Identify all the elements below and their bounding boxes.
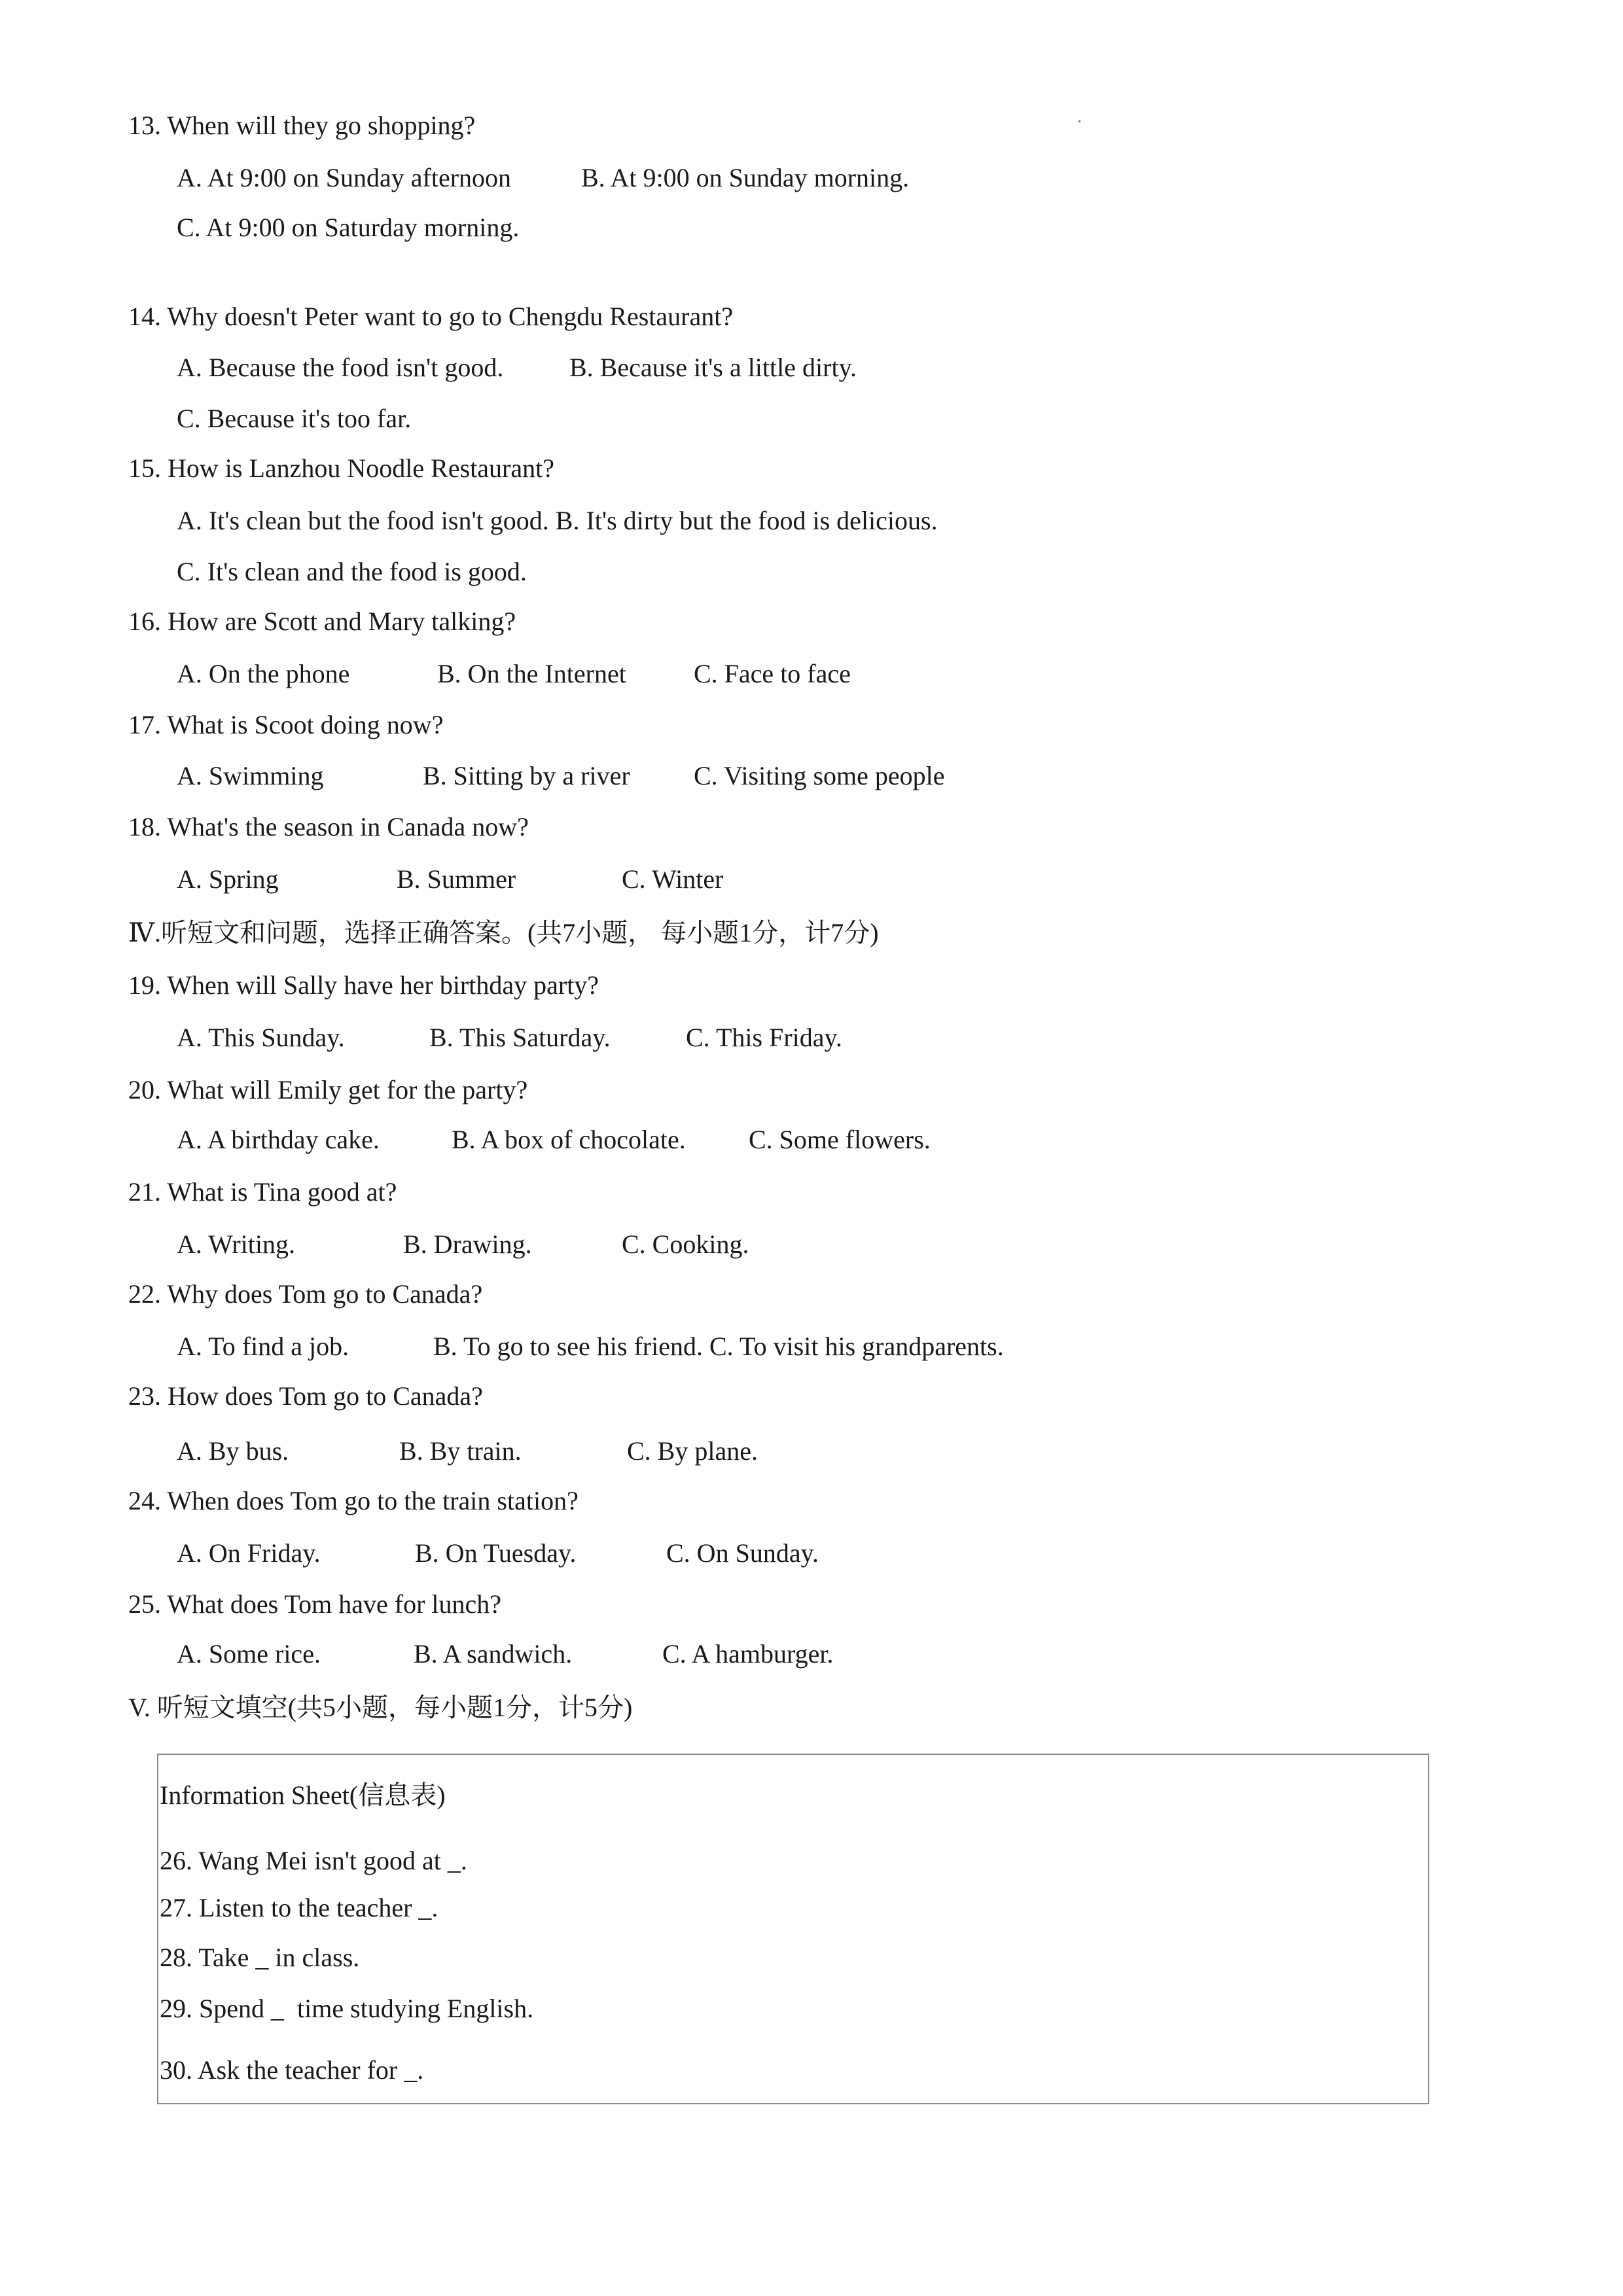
option: C. By plane.	[627, 1436, 758, 1466]
option: A. Swimming	[177, 761, 324, 790]
option: C. On Sunday.	[666, 1538, 819, 1568]
option: A. By bus.	[177, 1436, 289, 1466]
option: A. Some rice.	[177, 1639, 321, 1669]
option: A. On Friday.	[177, 1538, 321, 1568]
option: A. To find a job.	[177, 1332, 349, 1361]
option: B. On Tuesday.	[415, 1538, 577, 1568]
option: C. Cooking.	[622, 1229, 749, 1259]
option: B. A box of chocolate.	[452, 1125, 686, 1154]
option: A. It's clean but the food isn't good. B. It's dirty but the food is delicious.	[177, 506, 938, 535]
question-stem: 24. When does Tom go to the train station?	[128, 1486, 579, 1515]
option: C. Winter	[622, 864, 724, 894]
option: A. On the phone	[177, 659, 350, 688]
option: B. A sandwich.	[414, 1639, 573, 1669]
option: B. At 9:00 on Sunday morning.	[581, 163, 910, 192]
information-sheet-box	[157, 1754, 1429, 2104]
option: C. Face to face	[694, 659, 851, 688]
question-stem: 14. Why doesn't Peter want to go to Chengdu Restaurant?	[128, 302, 734, 331]
section-heading: Ⅳ.听短文和问题，选择正确答案。(共7小题， 每小题1分，计7分)	[128, 918, 879, 947]
fill-in-item: 30. Ask the teacher for _.	[160, 2055, 424, 2085]
option: B. Drawing.	[403, 1229, 532, 1259]
option: B. This Saturday.	[429, 1023, 611, 1052]
question-stem: 25. What does Tom have for lunch?	[128, 1589, 502, 1619]
option: C. This Friday.	[686, 1023, 842, 1052]
question-stem: 15. How is Lanzhou Noodle Restaurant?	[128, 453, 554, 483]
fill-in-item: 26. Wang Mei isn't good at _.	[160, 1846, 467, 1875]
option: B. Sitting by a river	[423, 761, 630, 790]
question-stem: 19. When will Sally have her birthday party?	[128, 970, 599, 1000]
information-sheet-title: Information Sheet(信息表)	[160, 1780, 446, 1810]
question-stem: 17. What is Scoot doing now?	[128, 710, 444, 739]
question-stem: 18. What's the season in Canada now?	[128, 812, 529, 841]
question-stem: 21. What is Tina good at?	[128, 1177, 397, 1207]
option: A. At 9:00 on Sunday afternoon	[177, 163, 512, 192]
option: A. Because the food isn't good.	[177, 353, 504, 382]
option: A. A birthday cake.	[177, 1125, 380, 1154]
question-stem: 13. When will they go shopping?	[128, 111, 476, 140]
option: A. Spring	[177, 864, 279, 894]
option: C. Some flowers.	[749, 1125, 931, 1154]
option: C. A hamburger.	[662, 1639, 834, 1669]
option: B. On the Internet	[437, 659, 626, 688]
question-stem: 20. What will Emily get for the party?	[128, 1075, 528, 1104]
option: A. Writing.	[177, 1229, 295, 1259]
fill-in-item: 29. Spend _ time studying English.	[160, 1994, 534, 2023]
question-stem: 22. Why does Tom go to Canada?	[128, 1279, 483, 1309]
fill-in-item: 28. Take _ in class.	[160, 1943, 360, 1972]
fill-in-item: 27. Listen to the teacher _.	[160, 1893, 438, 1922]
option: B. To go to see his friend. C. To visit his grandparents.	[433, 1332, 1004, 1361]
option: B. Summer	[397, 864, 516, 894]
option: C. It's clean and the food is good.	[177, 557, 527, 586]
question-stem: 23. How does Tom go to Canada?	[128, 1381, 483, 1411]
option: C. At 9:00 on Saturday morning.	[177, 213, 520, 242]
scan-dot	[1079, 120, 1080, 122]
question-stem: 16. How are Scott and Mary talking?	[128, 607, 516, 636]
section-heading: V. 听短文填空(共5小题，每小题1分，计5分)	[128, 1693, 633, 1722]
option: B. Because it's a little dirty.	[569, 353, 857, 382]
option: B. By train.	[399, 1436, 522, 1466]
option: A. This Sunday.	[177, 1023, 345, 1052]
option: C. Visiting some people	[694, 761, 945, 790]
option: C. Because it's too far.	[177, 404, 412, 433]
